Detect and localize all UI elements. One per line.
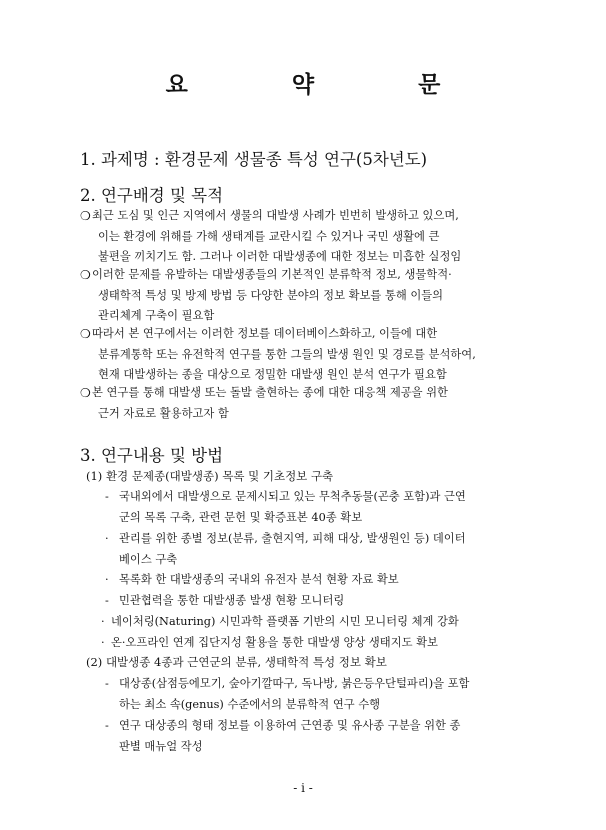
subsection-2-heading: (2) 대발생종 4종과 근연군의 분류, 생태학적 특성 정보 확보 <box>86 655 387 669</box>
item-line: 목록화 한 대발생종의 국내외 유전자 분석 현황 자료 확보 <box>119 573 399 586</box>
item-line: 국내외에서 대발생으로 문제시되고 있는 무척추동물(곤충 포함)과 근연 <box>119 490 466 503</box>
bullet-line: 이는 환경에 위해를 가해 생태계를 교란시킬 수 있거나 국민 생활에 큰 <box>98 229 440 243</box>
bullet-line: 최근 도심 및 인근 지역에서 생물의 대발생 사례가 빈번히 발생하고 있으며, <box>92 209 459 222</box>
item-line: 연구 대상종의 형태 정보를 이용하여 근연종 및 유사종 구분을 위한 종 <box>119 719 461 732</box>
item-line: 네이처링(Naturing) 시민과학 플랫폼 기반의 시민 모니터링 체계 강화 <box>111 615 459 628</box>
item-mark: · <box>105 532 109 545</box>
item-line: 베이스 구축 <box>119 552 178 566</box>
item-mark: - <box>105 719 109 732</box>
section-3-heading: 3. 연구내용 및 방법 <box>80 446 224 465</box>
subsection-1-heading: (1) 환경 문제종(대발생종) 목록 및 기초정보 구축 <box>86 469 334 483</box>
item-mark: - <box>105 594 109 607</box>
item-mark: - <box>105 677 109 690</box>
bullet-line: 현재 대발생하는 종을 대상으로 정밀한 대발생 원인 분석 연구가 필요함 <box>98 368 447 381</box>
item-line: 온·오프라인 연계 집단지성 활용을 통한 대발생 양상 생태지도 확보 <box>111 636 438 649</box>
bullet-mark: ❍ <box>80 209 91 223</box>
section-2-heading: 2. 연구배경 및 목적 <box>80 186 224 205</box>
bullet-line: 근거 자료로 활용하고자 함 <box>98 406 229 420</box>
item-line: 군의 목록 구축, 관련 문헌 및 확증표본 40종 확보 <box>119 510 363 524</box>
item-line: 관리를 위한 종별 정보(분류, 출현지역, 피해 대상, 발생원인 등) 데이터 <box>119 532 466 545</box>
bullet-line: 따라서 본 연구에서는 이러한 정보를 데이터베이스화하고, 이들에 대한 <box>92 327 438 340</box>
item-line: 대상종(삼점등에모기, 숲아기깔따구, 독나방, 붉은등우단털파리)을 포함 <box>119 677 470 690</box>
bullet-line: 이러한 문제를 유발하는 대발생종들의 기본적인 분류학적 정보, 생물학적· <box>92 268 452 281</box>
page-number: - i - <box>293 781 313 795</box>
page-title: 요 약 문 <box>165 71 489 98</box>
bullet-line: 관리체계 구축이 필요함 <box>98 309 215 322</box>
item-mark: - <box>105 490 109 503</box>
bullet-mark: ❍ <box>80 327 91 341</box>
item-mark: · <box>101 636 105 649</box>
bullet-line: 불편을 끼치기도 함. 그러나 이러한 대발생종에 대한 정보는 미흡한 실정임 <box>98 250 462 263</box>
bullet-mark: ❍ <box>80 268 91 282</box>
bullet-line: 본 연구를 통해 대발생 또는 돌발 출현하는 종에 대한 대응책 제공을 위한 <box>92 386 448 399</box>
section-1-heading: 1. 과제명 : 환경문제 생물종 특성 연구(5차년도) <box>80 150 428 169</box>
item-line: 하는 최소 속(genus) 수준에서의 분류학적 연구 수행 <box>119 697 381 711</box>
item-mark: · <box>101 615 105 628</box>
bullet-line: 생태학적 특성 및 방제 방법 등 다양한 분야의 정보 확보를 통해 이들의 <box>98 288 444 302</box>
item-line: 판별 매뉴얼 작성 <box>119 739 203 753</box>
bullet-line: 분류계통학 또는 유전학적 연구를 통한 그들의 발생 원인 및 경로를 분석하여, <box>98 347 476 361</box>
item-mark: · <box>105 573 109 586</box>
bullet-mark: ❍ <box>80 386 91 400</box>
item-line: 민관협력을 통한 대발생종 발생 현황 모니터링 <box>119 594 345 607</box>
